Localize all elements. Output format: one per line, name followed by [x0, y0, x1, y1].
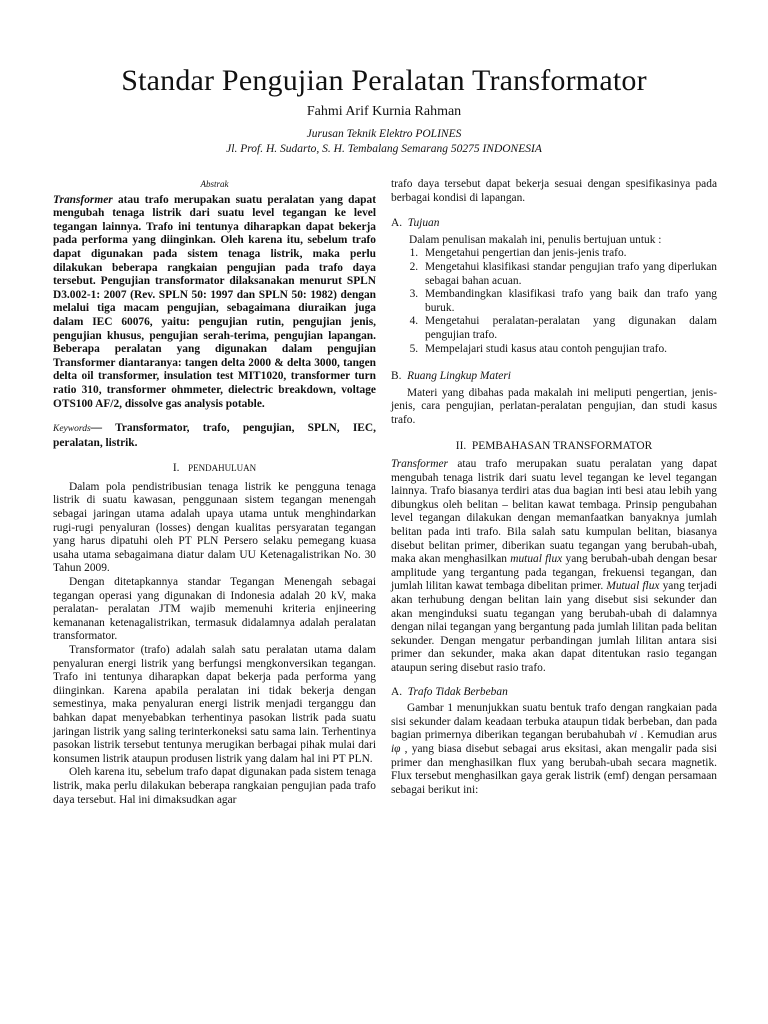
abstract-body: atau trafo merupakan suatu peralatan yang dapat mengubah tenaga listrik dari suatu level tegangan ke level tegangan lainnya. Trafo ini tentunya diharapkan dapat bekerja pada performa yang diinginkan. Oleh karena itu, sebelum trafo dapat digunakan pada sistem tenaga listrik, maka perlu dilakukan beberapa rangkaian pengujian pada trafo daya tersebut. Pengujian transformator dilaksanakan menurut SPLN D3.002-1: 2007 (Rev. SPLN 50: 1997 dan SPLN 50: 1982) dengan melalui tiga macam pengujian, sebagaimana diuraikan juga dalam IEC 60076, yaitu: pengujian rutin, pengujian jenis, pengujian khusus, pengujian serah-terima, pengujian lapangan. Beberapa peralatan yang digunakan dalam pengujian Transformer diantaranya: tangen delta 2000 & delta 3000, tangen delta oil transformer, insulation test MIT1020, transformer turn ratio 310, transformer ohmmeter, dielectric breakdown, voltage OTS100 AF/2, dissolve gas analysis potable. [53, 193, 376, 410]
text-run: . Kemudian arus [637, 729, 717, 742]
text-run: atau trafo merupakan suatu peralatan yang dapat mengubah tenaga listrik dari suatu level tegangan ke level tegangan lainnya. Trafo biasanya terdiri atas dua bagian inti besi atau lebih yang dibungkus oleh belitan – belitan kawat tembaga. Prinsip pengubahan level tegangan dilakukan dengan memanfaatkan banyaknya jumlah belitan pada inti trafo. Bila salah satu kumpulan belitan, biasanya disebut belitan primer, diberikan suatu tegangan yang berubah-ubah, maka akan menghasilkan [391, 458, 717, 566]
text-run: yang berubah-ubah dengan besar amplitude yang tergantung pada tegangan, frekuensi tegangan, dan jumlah lilitan kawat tembaga dibelitan primer. [391, 553, 717, 593]
subsection-heading-tujuan [391, 217, 717, 231]
affiliation-address: Jl. Prof. H. Sudarto, S. H. Tembalang Semarang 50275 INDONESIA [226, 142, 542, 155]
affiliation-department: Jurusan Teknik Elektro POLINES [306, 128, 462, 140]
paragraph: Transformator (trafo) adalah salah satu peralatan utama dalam penyaluran energi listrik yang berfungsi mengkonversikan tegangan. Trafo ini tentunya diharapkan dapat bekerja pada performa yang diinginkan. Karena apabila peralatan ini tidak bekerja dengan semestinya, maka penyaluran energi listrik menjadi terganggu dan bahkan dapat menyebabkan terhentinya pasokan listrik pada suatu jaringan listrik yang saling terinterkoneksi satu sama lain. Terhentinya pasokan listrik tersebut tentunya merugikan berbagai pihak mulai dari konsumen listrik ataupun produsen listrik yang dalam hal ini PT PLN. [53, 644, 376, 765]
paragraph: Oleh karena itu, sebelum trafo dapat digunakan pada sistem tenaga listrik, maka perlu dilakukan beberapa rangkaian pengujian pada trafo daya tersebut. Hal ini dimaksudkan agar [53, 766, 376, 806]
list-item: 3. Membandingkan klasifikasi trafo yang baik dan trafo yang buruk. [421, 288, 717, 315]
goals-intro: Dalam penulisan makalah ini, penulis bertujuan untuk : [409, 233, 662, 246]
section-1-title: PENDAHULUAN [188, 463, 257, 474]
section-1-numeral: I. [172, 462, 180, 475]
list-item: 1. Mengetahui pengertian dan jenis-jenis trafo. [421, 247, 717, 261]
keywords-label: Keywords [53, 424, 91, 435]
abstract-lead: Transformer [53, 193, 113, 206]
right-column [391, 178, 717, 797]
list-item: 2. Mengetahui klasifikasi standar pengujian trafo yang diperlukan sebagai bahan acuan. [421, 261, 717, 288]
paragraph: Dengan ditetapkannya standar Tegangan Menengah sebagai tegangan operasi yang digunakan di Indonesia adalah 20 kV, maka peralatan- peralatan JTM wajib memenuhi kriteria enjineering kemananan ketenagalistrikan, termasuk didalamnya adalah peralatan transformator. [53, 576, 376, 643]
italic-term: mutual flux [510, 553, 563, 566]
abstract-heading: Abstrak [200, 179, 229, 189]
subsection-title: Ruang Lingkup Materi [407, 370, 511, 383]
affiliation [0, 127, 768, 156]
italic-term: Transformer [391, 458, 448, 471]
keywords [53, 422, 376, 450]
text-run: Gambar 1 menunjukkan suatu bentuk trafo dengan rangkaian pada sisi sekunder dalam keadaan terbuka ataupun tidak berbeban, dan pada bagian primernya diberikan tegangan berubahubah [391, 702, 717, 742]
subsection-title: Tujuan [407, 217, 440, 230]
section-2-title: PEMBAHASAN TRANSFORMATOR [471, 439, 653, 452]
symbol-vi: vi [628, 729, 638, 742]
subsection-letter: A. [391, 217, 403, 230]
paragraph: Materi yang dibahas pada makalah ini meliputi pengertian, jenis-jenis, cara pengujian, perlatan-peralatan pengujian, dan studi kasus trafo. [391, 386, 717, 426]
subsection-letter: B. [391, 370, 402, 383]
goals-list [391, 247, 717, 356]
section-2-numeral: II. [455, 439, 467, 452]
symbol-iphi: iφ [391, 742, 401, 755]
text-run: yang terjadi akan terhubung dengan belitan lain yang disebut sisi sekunder dan akan menginduksi suatu tegangan yang berubah-ubah di dalamnya dengan nilai tegangan yang bergantung pada jumlah lilitan pada belitan sekunder. Dengan mengatur perbandingan jumlah lilitan antara sisi primer dan sekunder, maka akan dapat ditentukan rasio tegangan ataupun sering disebut rasio trafo. [391, 580, 718, 674]
paragraph: Dalam pola pendistribusian tenaga listrik ke pengguna tenaga listrik di suatu kawasan, penggunaan sistem tegangan menengah sebagai jaringan utama adalah upaya utama untuk menghindarkan rugi-rugi penyaluran (losses) dengan kualitas persyaratan tegangan yang harus dipatuhi oleh PT PLN Persero selaku pemegang kuasa usaha utama sebagaimana diatur dalam UU Ketenagalistrikan No. 30 Tahun 2009. [53, 480, 376, 575]
subsection-letter: A. [391, 685, 403, 698]
paragraph [391, 458, 717, 676]
subsection-title: Trafo Tidak Berbeban [407, 685, 508, 698]
paper-title: Standar Pengujian Peralatan Transformator [121, 64, 647, 97]
keywords-text: Transformator, trafo, pengujian, SPLN, IEC, peralatan, listrik. [53, 422, 376, 449]
section-heading-2 [391, 440, 717, 454]
section-heading-1 [53, 462, 376, 476]
list-item: 4. Mengetahui peralatan-peralatan yang digunakan dalam pengujian trafo. [421, 315, 717, 342]
list-item: 5. Mempelajari studi kasus atau contoh pengujian trafo. [421, 343, 717, 357]
text-run: , yang biasa disebut sebagai arus eksitasi, akan mengalir pada sisi primer dan menghasilkan flux yang berubah-ubah secara magnetik. Flux tersebut menghasilkan gaya gerak listrik (emf) dengan persamaan sebagai berikut ini: [391, 742, 717, 796]
italic-term: Mutual flux [606, 580, 660, 593]
keywords-dash: — [90, 422, 116, 435]
paragraph-continuation: trafo daya tersebut dapat bekerja sesuai dengan spesifikasinya pada berbagai kondisi di lapangan. [391, 178, 717, 204]
subsection-heading-ruang-lingkup [391, 370, 717, 384]
author-name: Fahmi Arif Kurnia Rahman [306, 104, 462, 119]
abstract-text [53, 194, 376, 412]
paragraph [391, 702, 717, 797]
left-column [53, 178, 376, 807]
subsection-heading-trafo-tidak-berbeban [391, 686, 717, 700]
